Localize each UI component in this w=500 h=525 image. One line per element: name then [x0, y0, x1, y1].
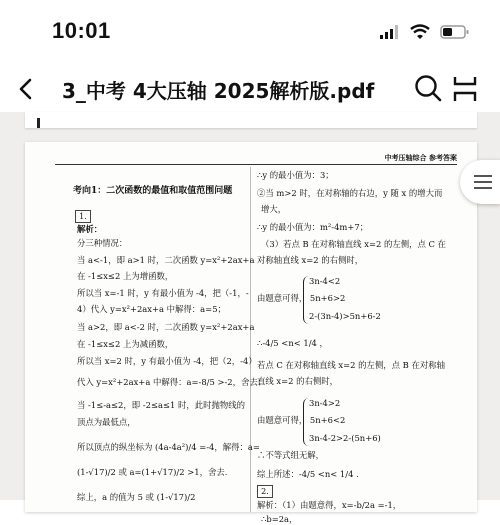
text-line: 分三种情况： — [77, 238, 128, 248]
menu-handle-button[interactable] — [460, 160, 500, 204]
text-line: 增大， — [261, 204, 287, 214]
back-button[interactable] — [14, 72, 38, 106]
text-line: 所以当 x=-1 时，y 有最小值为 -4，把（-1，- — [77, 288, 249, 298]
text-line: 综上所述：-4/5 <n< 1/4 . — [257, 469, 359, 479]
text-line: ②当 m>2 时，在对称轴的右边，y 随 x 的增大而 — [257, 188, 443, 198]
text-line: 直线 x=2 的右侧时， — [257, 376, 339, 386]
text-line: 所以顶点的纵坐标为 (4a-4a²)/4 =-4，解得：a= — [77, 442, 260, 452]
analysis-label: 解析： — [77, 224, 103, 234]
previous-page — [25, 112, 477, 128]
navigation-bar — [0, 66, 500, 112]
pdf-page — [25, 142, 477, 524]
text-line: ∴b=2a， — [261, 514, 298, 524]
text-line: 在 -1≤x≤2 上为减函数， — [77, 339, 174, 349]
inequality-line: 2-(3n-4)>5n+6-2 — [309, 311, 381, 321]
text-line: ∴-4/5 <n< 1/4 ， — [257, 338, 328, 348]
text-line: 解析：（1）由题意得，x=-b/2a =-1， — [257, 500, 402, 510]
clock-time: 10:01 — [52, 18, 111, 43]
text-line: 对称轴直线 x=2 的右侧时， — [257, 255, 364, 265]
text-line: 在 -1≤x≤2 上为增函数， — [77, 271, 174, 281]
search-icon — [414, 74, 442, 104]
inequality-line: 3n-4<2 — [309, 276, 341, 286]
document-title: 3_中考 4大压轴 2025解析版.pdf — [62, 79, 375, 103]
question-number: 1. — [75, 210, 91, 223]
text-line: 所以当 x=2 时，y 有最小值为 -4，把（2，-4） — [77, 356, 257, 366]
signal-icon — [380, 24, 400, 43]
inequality-line: 由题意可得， 5n+6<2 — [257, 415, 346, 425]
text-line: 当 -1≤-a≤2，即 -2≤a≤1 时，此时抛物线的 — [77, 400, 245, 410]
expand-icon — [452, 74, 478, 104]
page-mark — [37, 118, 40, 128]
text-line: 当 a>2，即 a<-2 时，二次函数 y=x²+2ax+a — [77, 322, 255, 332]
question-number: 2. — [257, 485, 273, 498]
chevron-left-icon — [14, 72, 38, 106]
text-line: 若点 C 在对称轴直线 x=2 的左侧，点 B 在对称轴 — [257, 360, 445, 370]
text-line: 代入 y=x²+2ax+a 中解得：a=-8/5 >-2，舍去； — [77, 377, 267, 387]
text-line: （3）若点 B 在对称轴直线 x=2 的左侧，点 C 在 — [261, 239, 446, 249]
menu-line — [474, 175, 492, 177]
text-line: 当 a<-1，即 a>1 时，二次函数 y=x²+2ax+a — [77, 255, 255, 265]
status-bar — [0, 0, 500, 66]
expand-button[interactable] — [452, 74, 478, 108]
column-divider — [250, 167, 251, 512]
text-line: 综上，a 的值为 5 或 (1-√17)/2 — [77, 492, 196, 502]
menu-line — [474, 187, 492, 189]
status-icons — [380, 24, 470, 43]
text-line: ∴y 的最小值为：3； — [257, 170, 334, 180]
inequality-line: 由题意可得， 5n+6>2 — [257, 293, 346, 303]
text-line: 顶点为最低点， — [77, 417, 136, 427]
menu-line — [474, 181, 492, 183]
text-line: 4）代入 y=x²+2ax+a 中解得：a=5； — [77, 304, 226, 314]
section-heading: 考向1：二次函数的最值和取值范围问题 — [73, 186, 233, 196]
inequality-line: 3n-4-2>2-(5n+6) — [309, 433, 381, 443]
text-line: ∴y 的最小值为：m²-4m+7； — [257, 222, 369, 232]
header-rule — [55, 164, 457, 165]
search-button[interactable] — [414, 74, 442, 108]
page-header: 中考压轴综合 参考答案 — [384, 153, 457, 162]
text-line: (1-√17)/2 或 a=(1+√17)/2 >1，舍去. — [77, 467, 228, 477]
pdf-viewer[interactable] — [0, 112, 500, 524]
battery-icon — [440, 24, 470, 43]
inequality-line: 3n-4>2 — [309, 398, 341, 408]
wifi-icon — [410, 24, 430, 43]
text-line: ∴不等式组无解， — [257, 450, 324, 460]
